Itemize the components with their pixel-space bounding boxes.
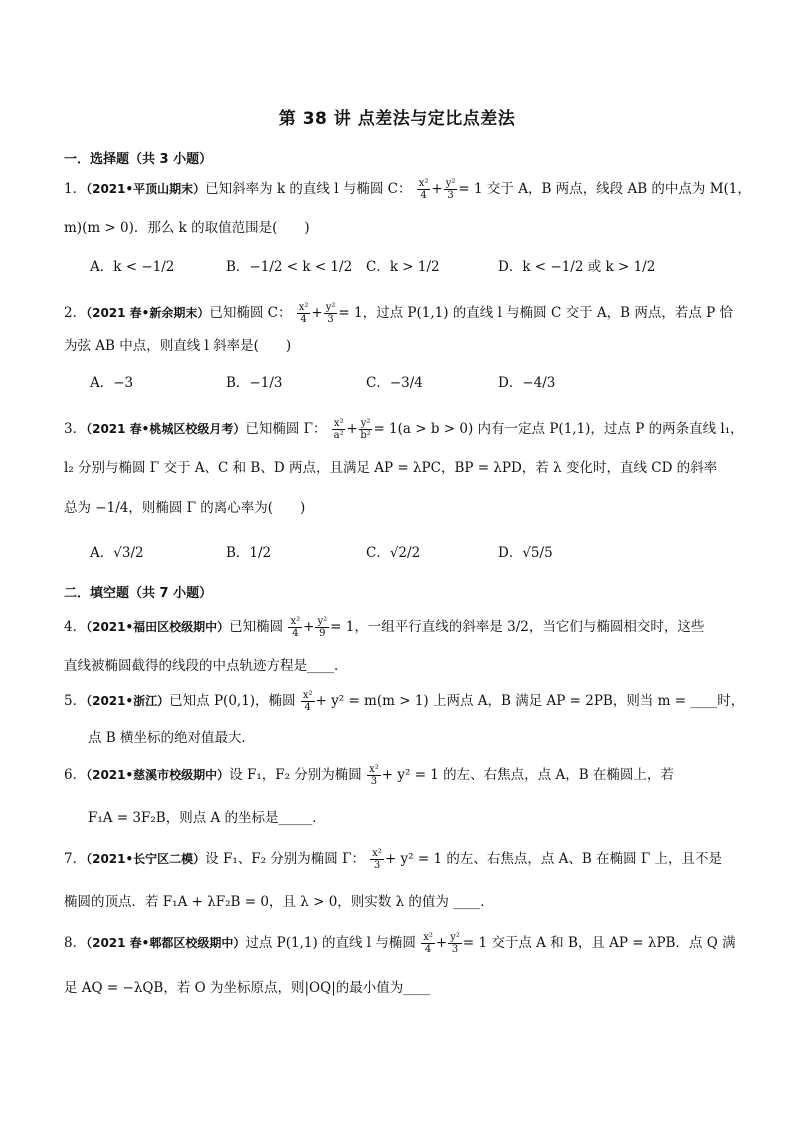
question-4-line-2: 直线被椭圆截得的线段的中点轨迹方程是____． [64,658,348,674]
question-text: ，一组平行直线的斜率是 3/2，当它们与椭圆相交时，这些 [354,619,705,635]
fraction-y2-over-9: $\frac{\text{y²}}{9}$ [317,616,328,639]
plus-sign: + [311,305,323,321]
question-number: 1． [64,181,87,197]
option-b: B．1/2 [226,545,272,561]
question-number: 8． [64,935,87,951]
question-text: ，过点 P(1,1) 的直线 l 与椭圆 C 交于 A，B 两点，若点 P 恰 [362,305,734,321]
question-number: 6． [64,767,87,783]
fraction-x2-over-4: $\frac{\text{x²}}{4}$ [418,178,429,201]
fraction-y2-over-b2: $\frac{\text{y²}}{\text{b²}}$ [360,418,371,441]
option-c: C．−3/4 [366,375,423,391]
question-text: 设 F₁、F₂ 分别为椭圆 Γ： [205,851,365,867]
page-title: 第 38 讲 点差法与定比点差法 [278,109,516,129]
question-3-line-2: l₂ 分别与椭圆 Γ 交于 A、C 和 B、D 两点，且满足 AP = λPC，BP = λPD，若 λ 变化时，直线 CD 的斜率 [64,460,718,476]
plus-sign: + [431,181,443,197]
option-a: A．√3/2 [90,545,144,561]
question-source: （2021•浙江） [86,694,170,708]
question-3-line-3: 总为 −1/4，则椭圆 Γ 的离心率为( ) [64,500,306,516]
fraction-y2-over-3: $\frac{\text{y²}}{3}$ [445,178,456,201]
question-2-options [90,366,740,396]
question-text: + y² = 1 的左、右焦点，点 A、B 在椭圆 Γ 上，且不是 [384,851,723,867]
equals-one: = 1 [330,619,355,635]
question-text: + y² = m(m > 1) 上两点 A，B 满足 AP = 2PB，则当 m = ____时， [315,693,745,709]
question-1-options [90,250,740,280]
fraction-x2-over-4: $\frac{\text{x²}}{4}$ [423,932,433,955]
question-text: 已知点 P(0,1)，椭圆 [169,693,296,709]
question-source: （2021•长宁区二模） [86,852,206,866]
question-source: （2021 春•新余期末） [86,306,210,320]
question-source: （2021 春•桃城区校级月考） [86,422,246,436]
fraction-y2-over-3: $\frac{\text{y²}}{3}$ [325,302,336,325]
question-4-line-1 [64,616,744,639]
question-6-line-2: F₁A = 3F₂B，则点 A 的坐标是_____． [88,810,326,826]
question-1-line-2: m)(m > 0)．那么 k 的取值范围是( ) [64,220,310,236]
question-5-line-2: 点 B 横坐标的绝对值最大． [88,730,256,746]
option-b: B．−1/2 < k < 1/2 [226,259,353,275]
question-8-line-2: 足 AQ = −λQB，若 O 为坐标原点，则|OQ|的最小值为____ [64,980,431,996]
question-7-line-2: 椭圆的顶点．若 F₁A + λF₂B = 0，且 λ > 0，则实数 λ 的值为 ____． [64,894,494,910]
section-heading-choice: 一．选择题（共 3 小题） [64,152,213,167]
equals-one: = 1 [373,421,398,437]
fraction-x2-over-a2: $\frac{\text{x²}}{\text{a²}}$ [333,418,344,441]
question-2-line-2: 为弦 AB 中点，则直线 l 斜率是( ) [64,338,292,354]
question-number: 7． [64,851,87,867]
question-text: 已知椭圆 Γ： [245,421,327,437]
question-7-line-1 [64,848,744,871]
option-a: A．k < −1/2 [90,259,175,275]
fraction-y2-over-3: $\frac{\text{y²}}{3}$ [450,932,460,955]
question-3-options [90,536,740,566]
plus-sign: + [346,421,358,437]
question-number: 4． [64,619,87,635]
fraction-x2-over-3: $\frac{\text{x²}}{3}$ [372,848,382,871]
question-source: （2021•平顶山期末） [86,182,206,196]
question-text: 已知椭圆 [229,619,284,635]
question-text: 过点 P(1,1) 的直线 l 与椭圆 [245,935,416,951]
question-3-line-1 [64,418,744,441]
option-d: D．k < −1/2 或 k > 1/2 [498,259,656,275]
equals-one: = 1 [338,305,363,321]
question-text: 已知椭圆 C： [209,305,292,321]
question-text: 已知斜率为 k 的直线 l 与椭圆 C： [205,181,412,197]
question-text: = 1 交于点 A 和 B，且 AP = λPB．点 Q 满 [462,935,736,951]
question-8-line-1 [64,932,744,955]
option-c: C．k > 1/2 [366,259,440,275]
question-number: 3． [64,421,87,437]
option-d: D．√5/5 [498,545,553,561]
option-a: A．−3 [90,375,134,391]
equals-one: = 1 [458,181,483,197]
question-source: （2021•慈溪市校级期中） [86,768,230,782]
plus-sign: + [435,935,448,951]
section-heading-fill: 二．填空题（共 7 小题） [64,586,213,601]
fraction-x2-over-4: $\frac{\text{x²}}{4}$ [290,616,301,639]
fraction-x2-over-3: $\frac{\text{x²}}{3}$ [369,764,379,787]
question-5-line-1 [64,690,744,713]
question-source: （2021 春•郫都区校级期中） [86,936,246,950]
question-text: 设 F₁，F₂ 分别为椭圆 [229,767,362,783]
question-text: 交于 A，B 两点，线段 AB 的中点为 M(1， [486,181,751,197]
question-number: 2． [64,305,87,321]
question-number: 5． [64,693,87,709]
fraction-x2-over-4: $\frac{\text{x²}}{4}$ [302,690,313,713]
question-2-line-1 [64,302,744,325]
option-d: D．−4/3 [498,375,556,391]
question-6-line-1 [64,764,744,787]
fraction-x2-over-4: $\frac{\text{x²}}{4}$ [298,302,309,325]
question-1-line-1 [64,178,751,201]
option-b: B．−1/3 [226,375,283,391]
option-c: C．√2/2 [366,545,421,561]
question-source: （2021•福田区校级期中） [86,620,230,634]
plus-sign: + [303,619,315,635]
question-text: (a > b > 0) 内有一定点 P(1,1)，过点 P 的两条直线 l₁， [397,421,744,437]
question-text: + y² = 1 的左、右焦点，点 A，B 在椭圆上，若 [381,767,674,783]
